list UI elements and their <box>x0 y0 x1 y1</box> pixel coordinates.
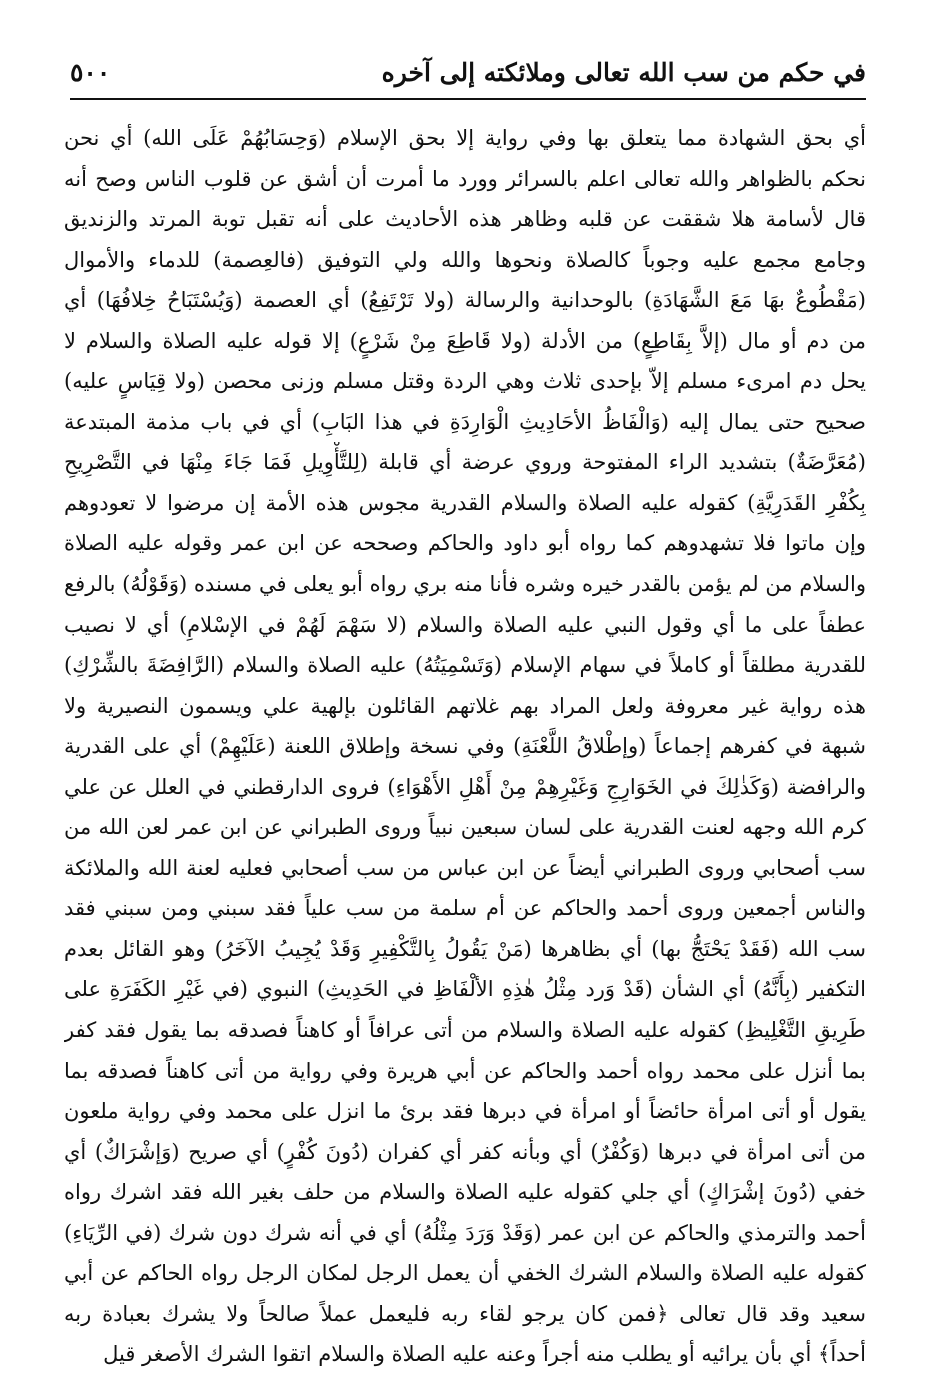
text-line: سب أصحابي وروى الطبراني أيضاً عن ابن عباس من سب أصحابي فعليه لعنة الله والملائكة <box>64 855 866 880</box>
text-line: من دم أو مال (إلاَّ بِقَاطِعٍ) من الأدلة (ولا قَاطِعَ مِنْ شَرْعٍ) إلا قوله عليه الصلاة والسلام لا <box>64 328 866 353</box>
text-line: للقدرية مطلقاً أو كاملاً في سهام الإسلام (وَتَسْمِيَتُهُ) عليه الصلاة والسلام (الرَّافِضَةَ بالشِّرْكِ) <box>64 653 866 678</box>
text-line: نحكم بالظواهر والله تعالى اعلم بالسرائر وورد ما أمرت أن أشق عن قلوب الناس وصح أنه <box>64 166 866 191</box>
page-header <box>70 48 866 100</box>
text-line: أي بحق الشهادة مما يتعلق بها وفي رواية إلا بحق الإسلام (وَحِسَابُهُمْ عَلَى الله) أي نحن <box>64 126 866 150</box>
header-title: في حكم من سب الله تعالى وملائكته إلى آخره <box>381 58 866 87</box>
text-line: بِكُفْرِ القَدَرِيَّةِ) كقوله عليه الصلاة والسلام القدرية مجوس هذه الأمة إن مرضوا لا تعودوهم <box>64 490 866 515</box>
text-line: صحيح حتى يمال إليه (وَالْفَاظُ الأحَادِيثِ الْوَارِدَةِ في هذا البَابِ) أي في باب مذمة المبتدعة <box>64 409 866 434</box>
text-line: يحل دم امرىء مسلم إلاّ بإحدى ثلاث وهي الردة وقتل مسلم وزنى محصن (ولا قِيَاسٍ عليه) <box>64 369 866 394</box>
page-number: ٥٠٠ <box>70 58 111 87</box>
text-line: أحمد والترمذي والحاكم عن ابن عمر (وَقَدْ وَرَدَ مِثْلُهُ) أي في أنه شرك دون شرك (في الرِّيَاءِ) <box>64 1220 866 1245</box>
text-line: خفي (دُونَ إشْرَاكٍ) أي جلي كقوله عليه الصلاة والسلام من حلف بغير الله فقد اشرك رواه <box>64 1180 866 1205</box>
text-line: والرافضة (وَكَذٰلِكَ في الخَوَارِجِ وَغَيْرِهِمْ مِنْ أَهْلِ الأَهْوَاءِ) فروى الدارقطني في العلل عن علي <box>64 774 866 799</box>
text-line: أحداً﴾ أي بأن يرائيه أو يطلب منه أجراً وعنه عليه الصلاة والسلام اتقوا الشرك الأصغر قيل <box>103 1342 866 1367</box>
text-line: يقول أو أتى امرأة حائضاً أو امرأة في دبرها فقد برئ ما انزل على محمد وفي رواية ملعون <box>64 1099 866 1124</box>
body-text <box>64 118 866 1375</box>
text-line: وإن ماتوا فلا تشهدوهم كما رواه أبو داود والحاكم وصححه عن ابن عمر وقوله عليه الصلاة <box>64 531 866 556</box>
text-line: والناس أجمعين وروى أحمد والحاكم عن أم سلمة من سب علياً فقد سبني ومن سبني فقد <box>64 896 866 921</box>
text-line: سب الله (فَقَدْ يَحْتَجُّ بها) أي بظاهرها (مَنْ يَقُولُ بِالتَّكْفِيرِ وَقَدْ يُجِيبُ الآخَرُ) وهو القائل بعدم <box>64 936 866 961</box>
text-line: (مَقْطُوعٌ بهَا مَعَ الشَّهَادَةِ) بالوحدانية والرسالة (ولا تَرْتَفِعُ) أي العصمة (وَيُسْتَبَاحُ خِلافُهَا) أي <box>64 288 866 313</box>
text-line: بما أنزل على محمد رواه أحمد والحاكم عن أبي هريرة وفي رواية من أتى كاهناً فصدقه بما <box>64 1058 866 1083</box>
text-line: كرم الله وجهه لعنت القدرية على لسان سبعين نبياً وروى الطبراني عن ابن عمر لعن الله من <box>64 815 866 840</box>
text-line: شبهة في كفرهم إجماعاً (وإطْلاقُ اللَّعْنَةِ) وفي نسخة وإطلاق اللعنة (عَلَيْهِمْ) أي على القدرية <box>64 734 866 759</box>
text-line: كقوله عليه الصلاة والسلام الشرك الخفي أن يعمل الرجل لمكان الرجل رواه الحاكم عن أبي <box>64 1261 866 1286</box>
text-line: وجامع مجمع عليه وجوباً كالصلاة ونحوها والله ولي التوفيق (فالعِصمة) للدماء والأموال <box>64 247 866 272</box>
text-line: هذه رواية غير معروفة ولعل المراد بهم غلاتهم القائلون بإلهية علي ويسمون النصيرية ولا <box>64 693 866 718</box>
text-line: عطفاً على ما أي وقول النبي عليه الصلاة والسلام (لا سَهْمَ لَهُمْ في الإسْلامِ) أي لا نصيب <box>64 612 866 637</box>
text-line: من أتى امرأة في دبرها (وَكُفْرٌ) أي وبأنه كفر أي كفران (دُونَ كُفْرٍ) أي صريح (وَإشْرَاكٌ) أي <box>64 1139 866 1164</box>
text-line: قال لأسامة هلا شققت عن قلبه وظاهر هذه الأحاديث على أنه تقبل توبة المرتد والزنديق <box>64 207 866 232</box>
text-line: طَرِيقِ التَّغْلِيظِ) كقوله عليه الصلاة والسلام من أتى عرافاً أو كاهناً فصدقه بما يقول فقد كفر <box>64 1018 866 1043</box>
text-line: (مُعَرَّضَةٌ) بتشديد الراء المفتوحة وروي عرضة أي قابلة (لِلتَّأْوِيلِ فَمَا جَاءَ مِنْهَا في التَّصْرِيحِ <box>64 450 866 475</box>
text-line: سعيد وقد قال تعالى ﴿فمن كان يرجو لقاء ربه فليعمل عملاً صالحاً ولا يشرك بعبادة ربه <box>64 1301 866 1326</box>
text-line: التكفير (بِأَنَّهُ) أي الشأن (قَدْ وَرد مِثْلُ هٰذِهِ الألْفَاظِ في الحَدِيثِ) النبوي (في غَيْرِ الكَفَرَةِ على <box>64 977 866 1002</box>
text-line: والسلام من لم يؤمن بالقدر خيره وشره فأنا منه بري رواه أبو يعلى في مسنده (وَقَوْلُهُ) بالرفع <box>64 572 866 597</box>
